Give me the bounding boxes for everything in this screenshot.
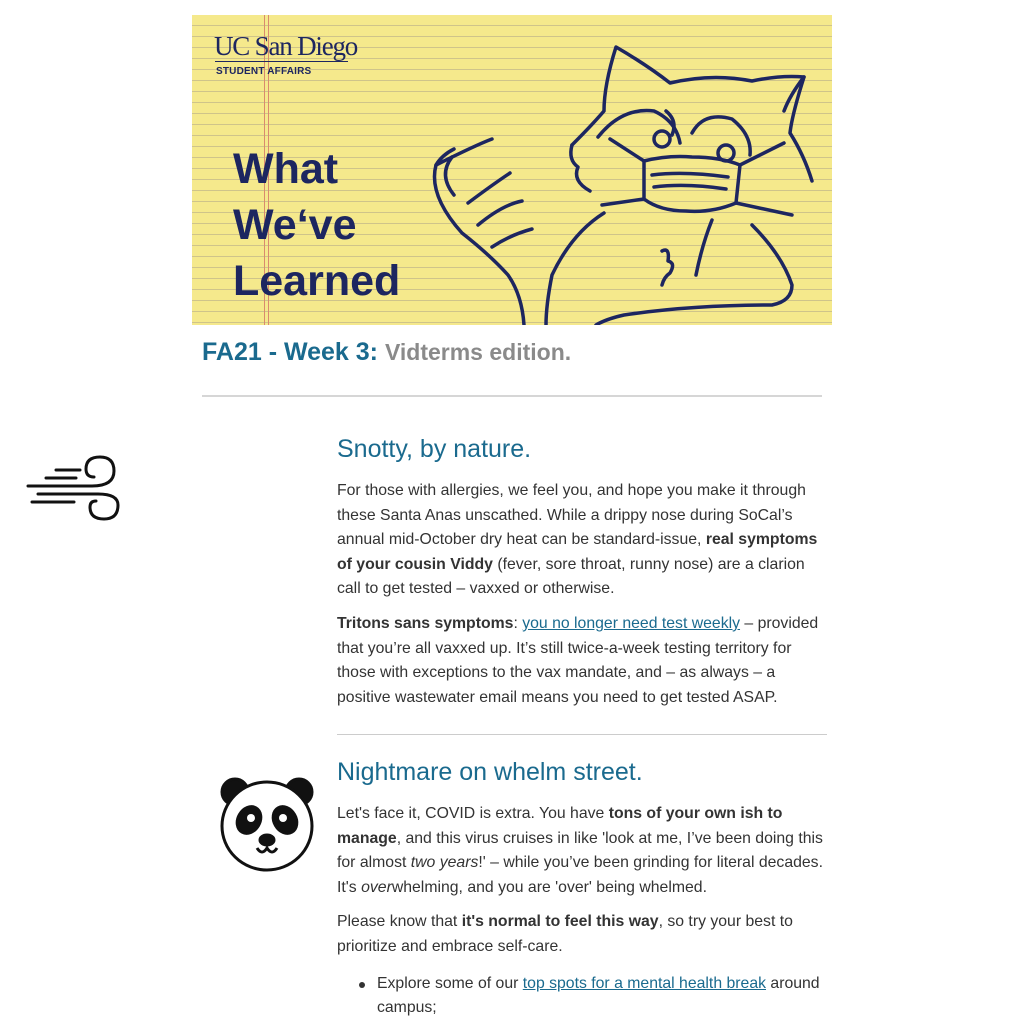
panda-icon [219, 774, 315, 879]
banner-title-line: Learned [233, 257, 401, 305]
email-body [192, 15, 832, 325]
logo-subtitle: STUDENT AFFAIRS [216, 66, 312, 77]
mental-health-spots-link[interactable]: top spots for a mental health break [522, 974, 767, 992]
section-snotty [337, 432, 829, 710]
header-banner [192, 15, 832, 325]
edition-subtitle: Vidterms edition. [384, 339, 572, 365]
self-care-list [337, 972, 829, 1021]
section-paragraph: Tritons sans symptoms: you no longer need test weekly – provided that you’re all vaxxed up. It’s still twice-a-week testing territory for those with exceptions to the vax mandate, and – as always – a positive wastewater email means you need to get tested ASAP. [337, 614, 819, 706]
test-weekly-link[interactable]: you no longer need test weekly [522, 614, 741, 632]
section-heading: Nightmare on whelm street. [337, 758, 643, 786]
list-item: Explore some of our top spots for a mental health break around campus; [337, 972, 829, 1021]
section-heading: Snotty, by nature. [337, 435, 532, 463]
section-paragraph: Please know that it's normal to feel this way, so try your best to prioritize and embrace self-care. [337, 913, 793, 955]
edition-heading [202, 334, 571, 370]
ucsd-logo: UC San Diego [214, 31, 358, 61]
banner-title-line: What [233, 145, 339, 193]
bullet-icon [359, 982, 365, 988]
banner-title-line: We‘ve [233, 201, 357, 249]
section-divider [202, 395, 822, 397]
edition-label: FA21 - Week 3: [202, 338, 379, 366]
section-divider [337, 734, 827, 735]
raccoon-illustration [192, 15, 832, 325]
section-whelm [337, 755, 829, 1021]
section-paragraph: Let's face it, COVID is extra. You have tons of your own ish to manage, and this virus cruises in like 'look at me, I’ve been doing this for almost two years!' – while you’ve been grinding for literal decades. It's overwhelming, and you are 'over' being whelmed. [337, 805, 823, 896]
section-paragraph: For those with allergies, we feel you, and hope you make it through these Santa Anas unscathed. While a drippy nose during SoCal’s annual mid-October dry heat can be standard-issue, real symptoms of your cousin Viddy (fever, sore throat, runny nose) are a clarion call to get tested – vaxxed or otherwise. [337, 482, 818, 598]
wind-icon [26, 453, 122, 528]
